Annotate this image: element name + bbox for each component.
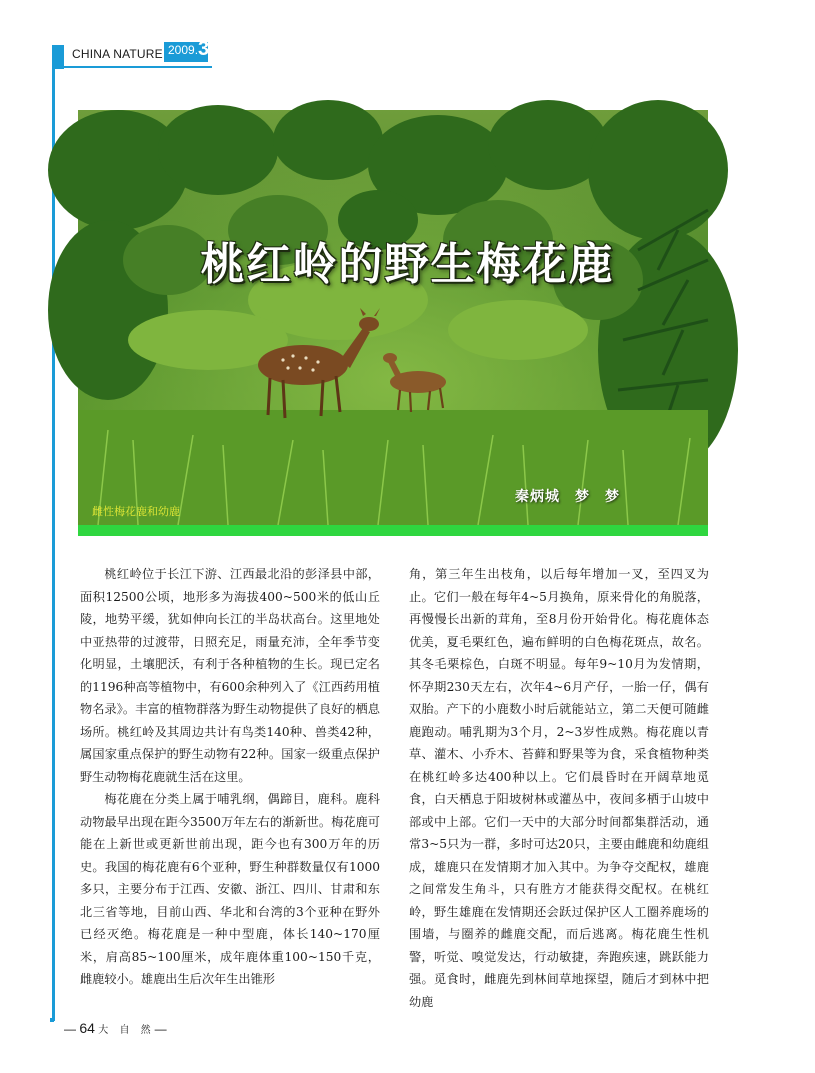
paragraph: 梅花鹿在分类上属于哺乳纲，偶蹄目，鹿科。鹿科动物最早出现在距今3500万年左右的渐新世。梅花鹿可能在上新世或更新世前出现，距今也有300万年的历史。我国的梅花鹿有6个亚种，野生种群数量仅有1000多只，主要分布于江西、安徽、浙江、四川、甘肃和东北三省等地，目前山西、华北和台湾的3个亚种在野外已经灭绝。梅花鹿是一种中型鹿，体长140~170厘米，肩高85~100厘米，成年鹿体重100~150千克，雌鹿较小。雄鹿出生后次年生出锥形 — [80, 792, 380, 986]
issue-number: 3 — [198, 38, 210, 60]
page-number: 64 — [79, 1020, 95, 1036]
author-byline: 秦炳城 梦 梦 — [515, 489, 620, 505]
hero-photo — [78, 110, 708, 525]
paragraph: 桃红岭位于长江下游、江西最北沿的彭泽县中部，面积12500公顷，地形多为海拔400~500米的低山丘陵，地势平缓，犹如伸向长江的半岛状高台。这里地处中亚热带的过渡带，日照充足，雨量充沛，全年季节变化明显，土壤肥沃，有利于各种植物的生长。现已定名的1196种高等植物中，有600余种列入了《江西药用植物名录》。丰富的植物群落为野生动物提供了良好的栖息场所。桃红岭及其周边共计有鸟类140种、兽类42种，属国家重点保护的野生动物有22种。国家一级重点保护野生动物梅花鹿就生活在这里。 — [80, 567, 380, 784]
page-margin-rule — [52, 69, 55, 1021]
issue-badge — [164, 38, 210, 62]
header-rule — [52, 66, 212, 68]
forest-scene-illustration — [78, 110, 708, 525]
footer-magazine-name: 大 自 然 — [98, 1025, 155, 1036]
magazine-name: CHINA NATURE — [72, 47, 163, 61]
photo-underline-bar — [78, 525, 708, 536]
photo-caption: 雌性梅花鹿和幼鹿 — [92, 505, 180, 518]
article-title: 桃红岭的野生梅花鹿 — [200, 239, 615, 290]
page-footer: — 64 大 自 然— — [64, 1020, 167, 1036]
article-column-right — [409, 563, 709, 1013]
article-column-left — [80, 563, 380, 991]
paragraph: 角，第三年生出枝角，以后每年增加一叉，至四叉为止。它们一般在每年4~5月换角，原来骨化的角脱落，再慢慢长出新的茸角，至8月份开始骨化。梅花鹿体态优美，夏毛栗红色，遍布鲜明的白色梅花斑点，故名。其冬毛栗棕色，白斑不明显。每年9~10月为发情期，怀孕期230天左右，次年4~6月产仔，一胎一仔，偶有双胎。产下的小鹿数小时后就能站立，第二天便可随雌鹿跑动。哺乳期为3个月，2~3岁性成熟。梅花鹿以青草、灌木、小乔木、苔藓和野果等为食，采食植物种类在桃红岭多达400种以上。它们晨昏时在开阔草地觅食，白天栖息于阳坡树林或灌丛中，夜间多栖于山坡中部或中上部。它们一天中的大部分时间都集群活动，通常3~5只为一群，多时可达20只，主要由雌鹿和幼鹿组成，雄鹿只在发情期才加入其中。为争夺交配权，雄鹿之间常发生角斗，只有胜方才能获得交配权。在桃红岭，野生雄鹿在发情期还会跃过保护区人工圈养鹿场的围墙，与圈养的雌鹿交配，而后逃离。梅花鹿生性机警，听觉、嗅觉发达，行动敏捷，奔跑疾速，跳跃能力强。觅食时，雌鹿先到林间草地探望，随后才到林中把幼鹿 — [409, 567, 709, 1009]
issue-year: 2009. — [168, 43, 199, 57]
footer-marker — [50, 1018, 54, 1022]
